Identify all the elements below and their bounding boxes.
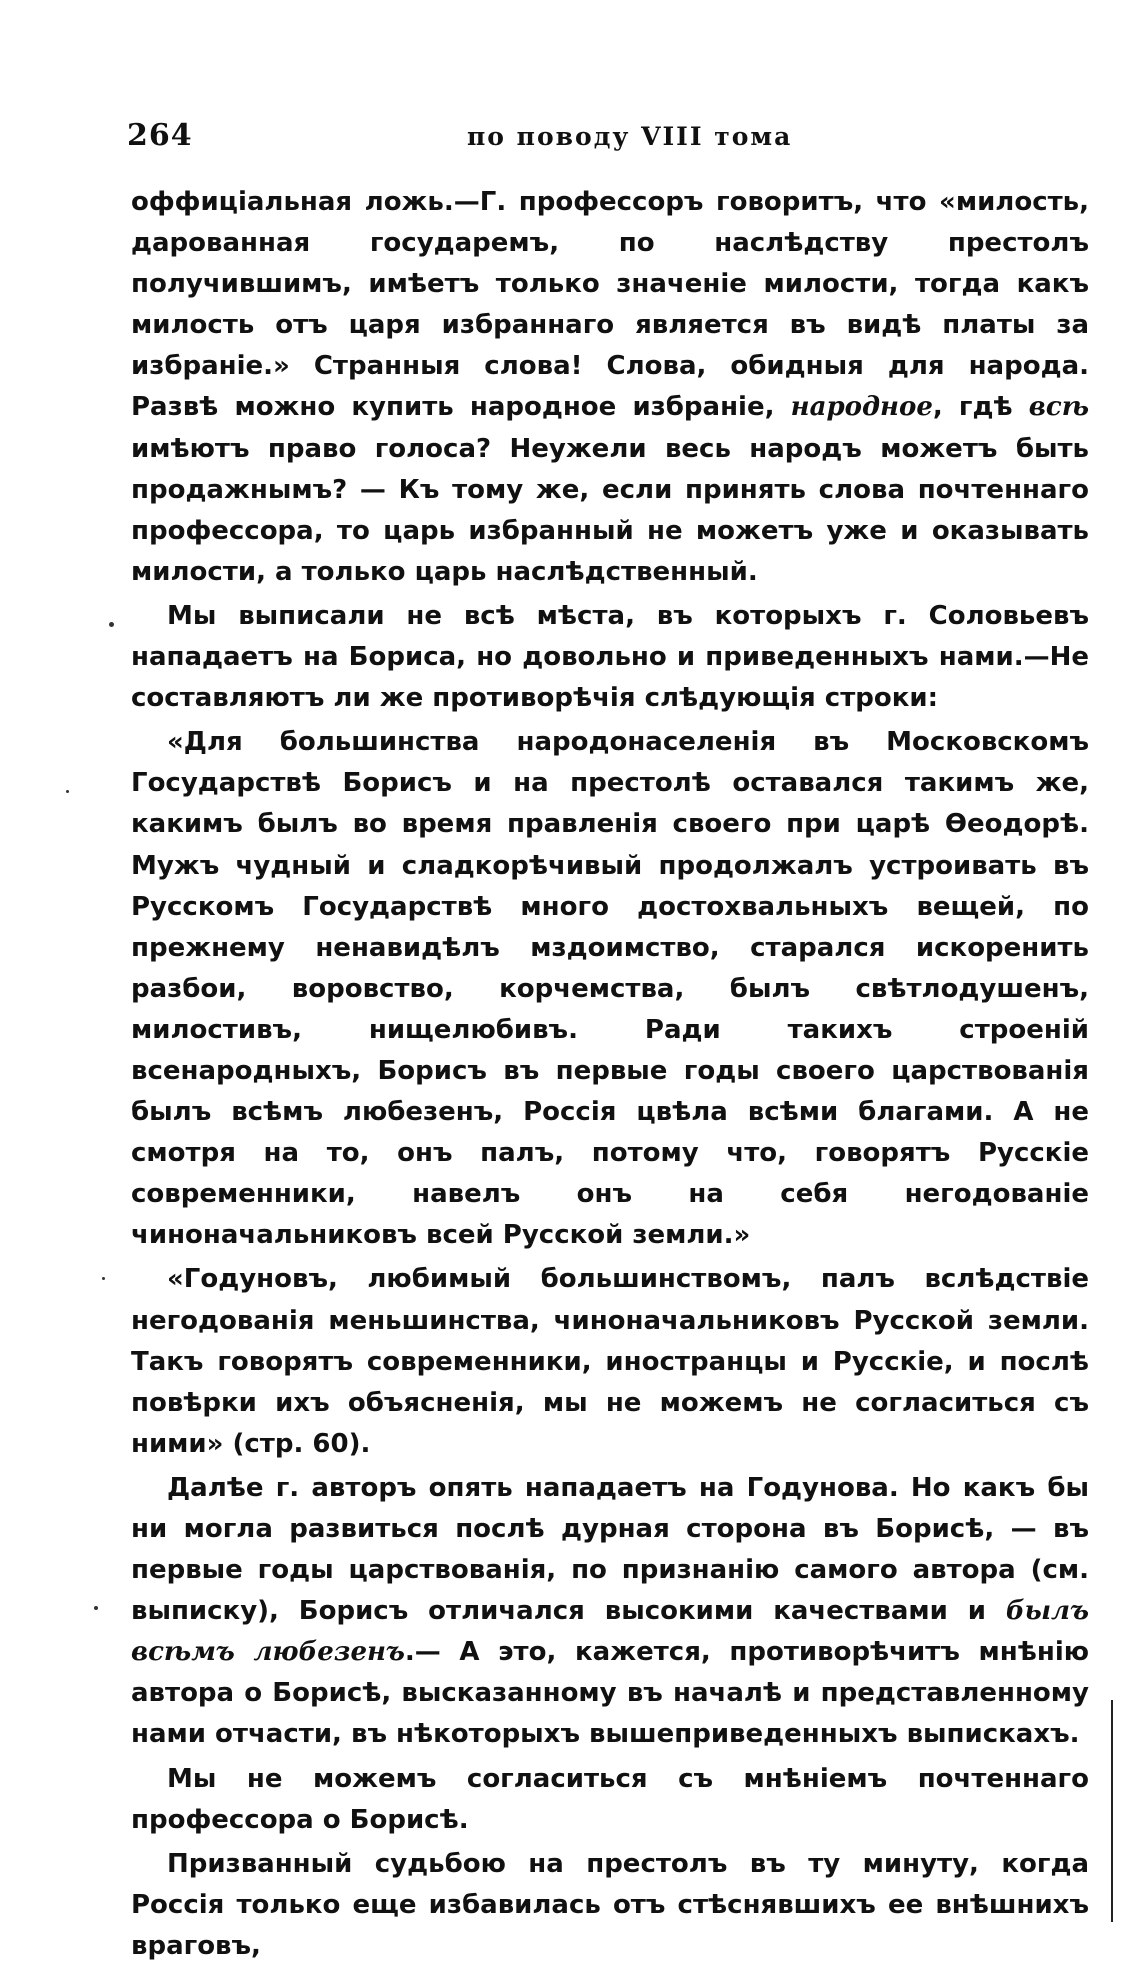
- paragraph: [131, 1468, 1089, 1756]
- margin-speck: [109, 622, 114, 627]
- paragraph: [131, 1259, 1089, 1464]
- emphasis-text: всѣ: [1028, 392, 1089, 423]
- text-run: имѣютъ право голоса? Неужели весь народъ можетъ быть продажнымъ? — Къ тому же, если принять слова почтеннаго профессора, то царь избранный не можетъ уже и оказывать милости, а только царь наслѣдственный.: [131, 433, 1089, 587]
- running-head: по поводу VIII тома: [467, 122, 793, 151]
- emphasis-text: былъ всѣмъ любезенъ: [131, 1596, 1089, 1668]
- text-run: Призванный судьбою на престолъ въ ту минуту, когда Россія только еще избавилась отъ стѣснявшихъ ее внѣшнихъ враговъ,: [131, 1848, 1089, 1961]
- text-run: «Для большинства народонаселенія въ Московскомъ Государствѣ Борисъ и на престолѣ оставался такимъ же, какимъ былъ во время правленія своего при царѣ Ѳеодорѣ. Мужъ чудный и сладкорѣчивый продолжалъ устроивать въ Русскомъ Государствѣ много достохвальныхъ вещей, по прежнему ненавидѣлъ мздоимство, старался искоренить разбои, воровство, корчемства, былъ свѣтлодушенъ, милостивъ, нищелюбивъ. Ради такихъ строеній всенародныхъ, Борисъ въ первые годы своего царствованія былъ всѣмъ любезенъ, Россія цвѣла всѣми благами. А не смотря на то, онъ палъ, потому что, говорятъ Русскіе современники, навелъ онъ на себя негодованіе чиноначальниковъ всей Русской земли.»: [131, 727, 1089, 1251]
- body-text: [131, 182, 1089, 1970]
- paragraph: [131, 1759, 1089, 1841]
- page-edge-rule: [1111, 1700, 1113, 1922]
- text-run: Далѣе г. авторъ опять нападаетъ на Годунова. Но какъ бы ни могла развиться послѣ дурная сторона въ Борисѣ, — въ первые годы царствованія, по признанію самого автора (см. выписку), Борисъ отличался высокими качествами и: [131, 1472, 1089, 1627]
- paragraph: [131, 182, 1089, 593]
- margin-speck: [94, 1606, 98, 1610]
- text-run: , гдѣ: [932, 392, 1029, 423]
- paragraph: [131, 1844, 1089, 1967]
- page-number: 264: [127, 118, 193, 153]
- paragraph: [131, 596, 1089, 719]
- paragraph: [131, 722, 1089, 1256]
- text-run: .— А это, кажется, противорѣчитъ мнѣнію автора о Борисѣ, высказанному въ началѣ и представленному нами отчасти, въ нѣкоторыхъ вышеприведенныхъ выпискахъ.: [131, 1637, 1090, 1750]
- text-run: оффиціальная ложь.—Г. профессоръ говоритъ, что «милость, дарованная государемъ, по наслѣдству престолъ получившимъ, имѣетъ только значеніе милости, тогда какъ милость отъ царя избраннаго является въ видѣ платы за избраніе.» Странныя слова! Слова, обидныя для народа. Развѣ можно купить народное избраніе,: [131, 187, 1089, 423]
- margin-speck: [102, 1277, 105, 1280]
- page-header: [127, 118, 1087, 158]
- margin-speck: [66, 790, 69, 793]
- text-run: Мы выписали не всѣ мѣста, въ которыхъ г. Соловьевъ нападаетъ на Бориса, но довольно и приведенныхъ нами.—Не составляютъ ли же противорѣчія слѣдующія строки:: [131, 600, 1089, 714]
- emphasis-text: народное: [790, 392, 933, 423]
- text-run: Мы не можемъ согласиться съ мнѣніемъ почтеннаго профессора о Борисѣ.: [131, 1763, 1089, 1835]
- text-run: «Годуновъ, любимый большинствомъ, палъ вслѣдствіе негодованія меньшинства, чиноначальниковъ Русской земли. Такъ говорятъ современники, иностранцы и Русскіе, и послѣ повѣрки ихъ объясненія, мы не можемъ не согласиться съ ними» (стр. 60).: [131, 1264, 1089, 1459]
